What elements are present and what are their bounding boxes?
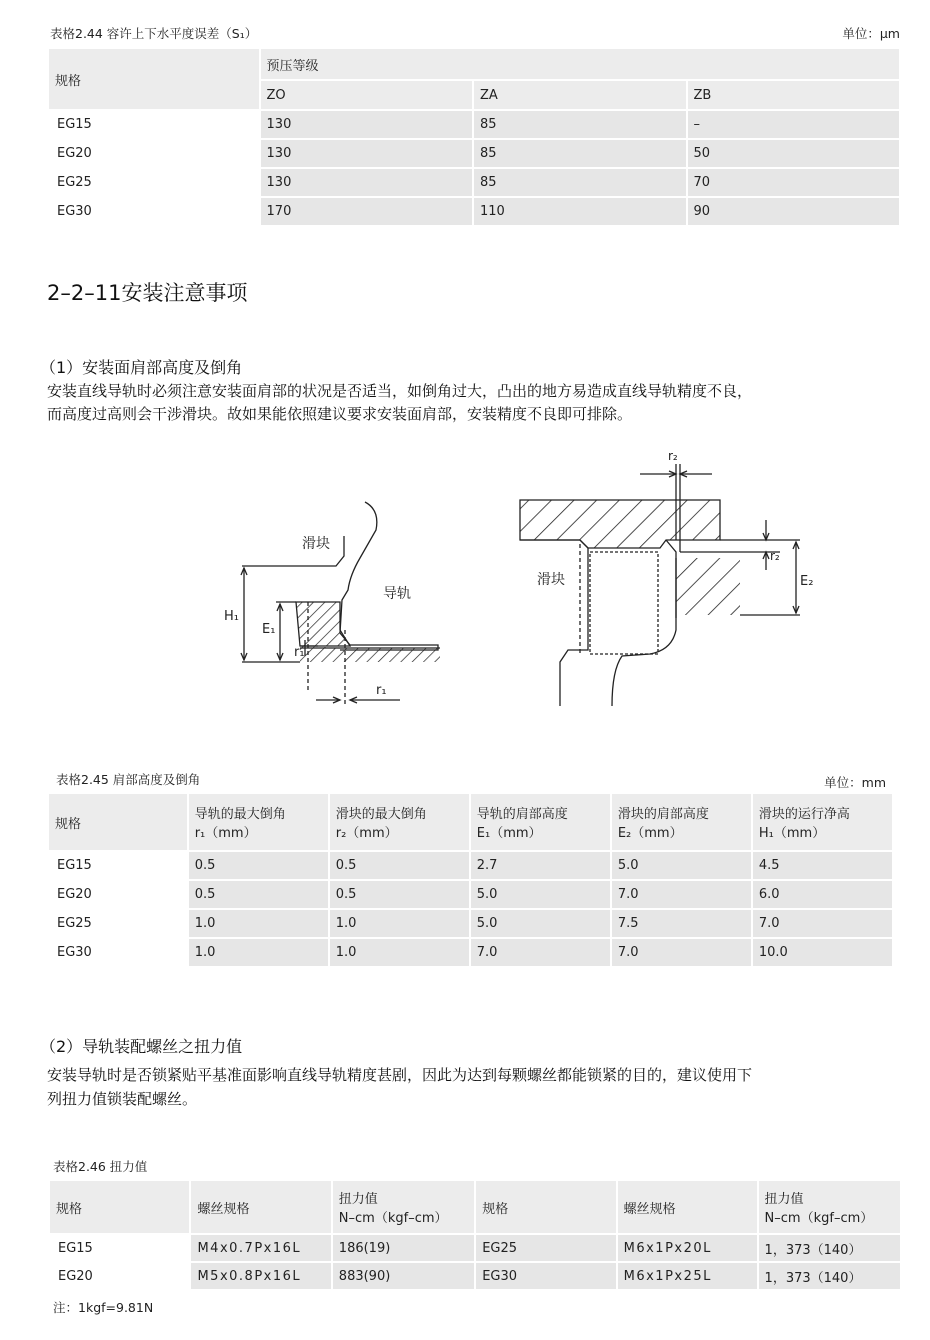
cell-value: 2.7 [471, 852, 610, 879]
paragraph-1-line-1: 安装直线导轨时必须注意安装面肩部的状况是否适当，如倒角过大，凸出的地方易造成直线导轨精度不良， [47, 382, 753, 400]
header-spec: 规格 [50, 1181, 189, 1233]
table-caption-2-45: 表格2.45 肩部高度及倒角 [56, 772, 201, 787]
cell-value: 1.0 [330, 939, 469, 966]
cell-value: 5.0 [612, 852, 751, 879]
cell-value: 130 [261, 140, 472, 167]
cell-value: 1.0 [330, 910, 469, 937]
cell-value: 0.5 [330, 881, 469, 908]
cell-spec: EG30 [476, 1263, 615, 1289]
cell-spec: EG15 [50, 1235, 189, 1261]
cell-spec: EG20 [50, 1263, 189, 1289]
label-r2-top: r₂ [668, 449, 678, 463]
cell-value: 0.5 [189, 852, 328, 879]
header-spec: 规格 [49, 49, 259, 109]
paragraph-2-line-2: 列扭力值锁装配螺丝。 [47, 1090, 198, 1108]
table-row [49, 169, 899, 196]
cell-spec: EG15 [49, 111, 259, 138]
header-r2: 滑块的最大倒角 r₂（mm） [330, 794, 469, 850]
cell-torque: 1，373（140） [759, 1235, 900, 1261]
table-2-45 [47, 792, 894, 968]
table-row [50, 1235, 900, 1261]
cell-screw: M5x0.8Px16L [191, 1263, 330, 1289]
header-screw: 螺丝规格 [618, 1181, 757, 1233]
cell-value: 6.0 [753, 881, 892, 908]
label-r1-horizontal: r₁ [376, 683, 387, 698]
cell-value: 5.0 [471, 881, 610, 908]
cell-value: 90 [688, 198, 900, 225]
cell-value: 130 [261, 169, 472, 196]
cell-value: – [688, 111, 900, 138]
shoulder-diagram [0, 440, 930, 730]
table-row [50, 1263, 900, 1289]
header-H1: 滑块的运行净高 H₁（mm） [753, 794, 892, 850]
subsection-title-1: （1）安装面肩部高度及倒角 [40, 358, 243, 377]
cell-value: 130 [261, 111, 472, 138]
header-spec: 规格 [476, 1181, 615, 1233]
cell-value: 7.0 [753, 910, 892, 937]
table-row [49, 111, 899, 138]
header-screw: 螺丝规格 [191, 1181, 330, 1233]
table-unit-2-44: 单位：μm [842, 26, 900, 41]
table-2-46 [48, 1179, 902, 1291]
label-slider-right: 滑块 [537, 572, 565, 588]
subsection-title-2: （2）导轨装配螺丝之扭力值 [40, 1037, 243, 1056]
cell-screw: M6x1Px25L [618, 1263, 757, 1289]
header-torque: 扭力值 N–cm（kgf–cm） [333, 1181, 474, 1233]
cell-value: 170 [261, 198, 472, 225]
table-unit-2-45: 单位：mm [824, 775, 886, 790]
cell-value: 1.0 [189, 910, 328, 937]
cell-torque: 883(90) [333, 1263, 474, 1289]
table-row [49, 910, 892, 937]
cell-value: 10.0 [753, 939, 892, 966]
cell-spec: EG30 [49, 939, 187, 966]
section-title: 2–2–11安装注意事项 [47, 281, 248, 305]
cell-value: 85 [474, 140, 685, 167]
table-row [49, 852, 892, 879]
cell-spec: EG15 [49, 852, 187, 879]
header-r1: 导轨的最大倒角 r₁（mm） [189, 794, 328, 850]
cell-value: 5.0 [471, 910, 610, 937]
cell-value: 1.0 [189, 939, 328, 966]
header-E2: 滑块的肩部高度 E₂（mm） [612, 794, 751, 850]
cell-spec: EG25 [476, 1235, 615, 1261]
cell-value: 85 [474, 169, 685, 196]
table-caption-2-46: 表格2.46 扭力值 [53, 1159, 148, 1174]
cell-value: 0.5 [189, 881, 328, 908]
cell-spec: EG25 [49, 169, 259, 196]
cell-screw: M6x1Px20L [618, 1235, 757, 1261]
cell-torque: 186(19) [333, 1235, 474, 1261]
cell-value: 50 [688, 140, 900, 167]
header-torque: 扭力值 N–cm（kgf–cm） [759, 1181, 900, 1233]
cell-value: 85 [474, 111, 685, 138]
cell-torque: 1，373（140） [759, 1263, 900, 1289]
left-diagram [241, 502, 440, 705]
label-rail: 导轨 [383, 586, 411, 602]
header-col: ZO [261, 81, 472, 109]
table-2-44 [47, 47, 901, 227]
cell-value: 7.0 [471, 939, 610, 966]
header-spec: 规格 [49, 794, 187, 850]
label-r2-right: r₂ [770, 549, 780, 563]
cell-spec: EG20 [49, 881, 187, 908]
cell-spec: EG20 [49, 140, 259, 167]
table-row [49, 198, 899, 225]
cell-spec: EG25 [49, 910, 187, 937]
cell-screw: M4x0.7Px16L [191, 1235, 330, 1261]
header-col: ZA [474, 81, 685, 109]
paragraph-1-line-2: 而高度过高则会干涉滑块。故如果能依照建议要求安装面肩部，安装精度不良即可排除。 [47, 405, 633, 423]
paragraph-2-line-1: 安装导轨时是否锁紧贴平基准面影响直线导轨精度甚剧，因此为达到每颗螺丝都能锁紧的目的，建议使用下 [47, 1066, 753, 1084]
table-row [49, 881, 892, 908]
label-E1: E₁ [262, 622, 276, 637]
cell-value: 7.0 [612, 939, 751, 966]
header-preload-grade: 预压等级 [261, 49, 899, 79]
cell-value: 70 [688, 169, 900, 196]
cell-value: 7.0 [612, 881, 751, 908]
table-row [49, 140, 899, 167]
label-slider-left: 滑块 [302, 536, 330, 552]
label-H1: H₁ [224, 609, 239, 624]
table-row [49, 939, 892, 966]
header-E1: 导轨的肩部高度 E₁（mm） [471, 794, 610, 850]
cell-value: 110 [474, 198, 685, 225]
label-r1-vertical: r₁ [294, 645, 305, 660]
cell-value: 0.5 [330, 852, 469, 879]
cell-value: 4.5 [753, 852, 892, 879]
cell-spec: EG30 [49, 198, 259, 225]
cell-value: 7.5 [612, 910, 751, 937]
footnote: 注：1kgf=9.81N [53, 1300, 154, 1315]
table-caption-2-44: 表格2.44 容许上下水平度误差（S₁） [50, 26, 258, 41]
header-col: ZB [688, 81, 900, 109]
label-E2: E₂ [800, 574, 814, 589]
